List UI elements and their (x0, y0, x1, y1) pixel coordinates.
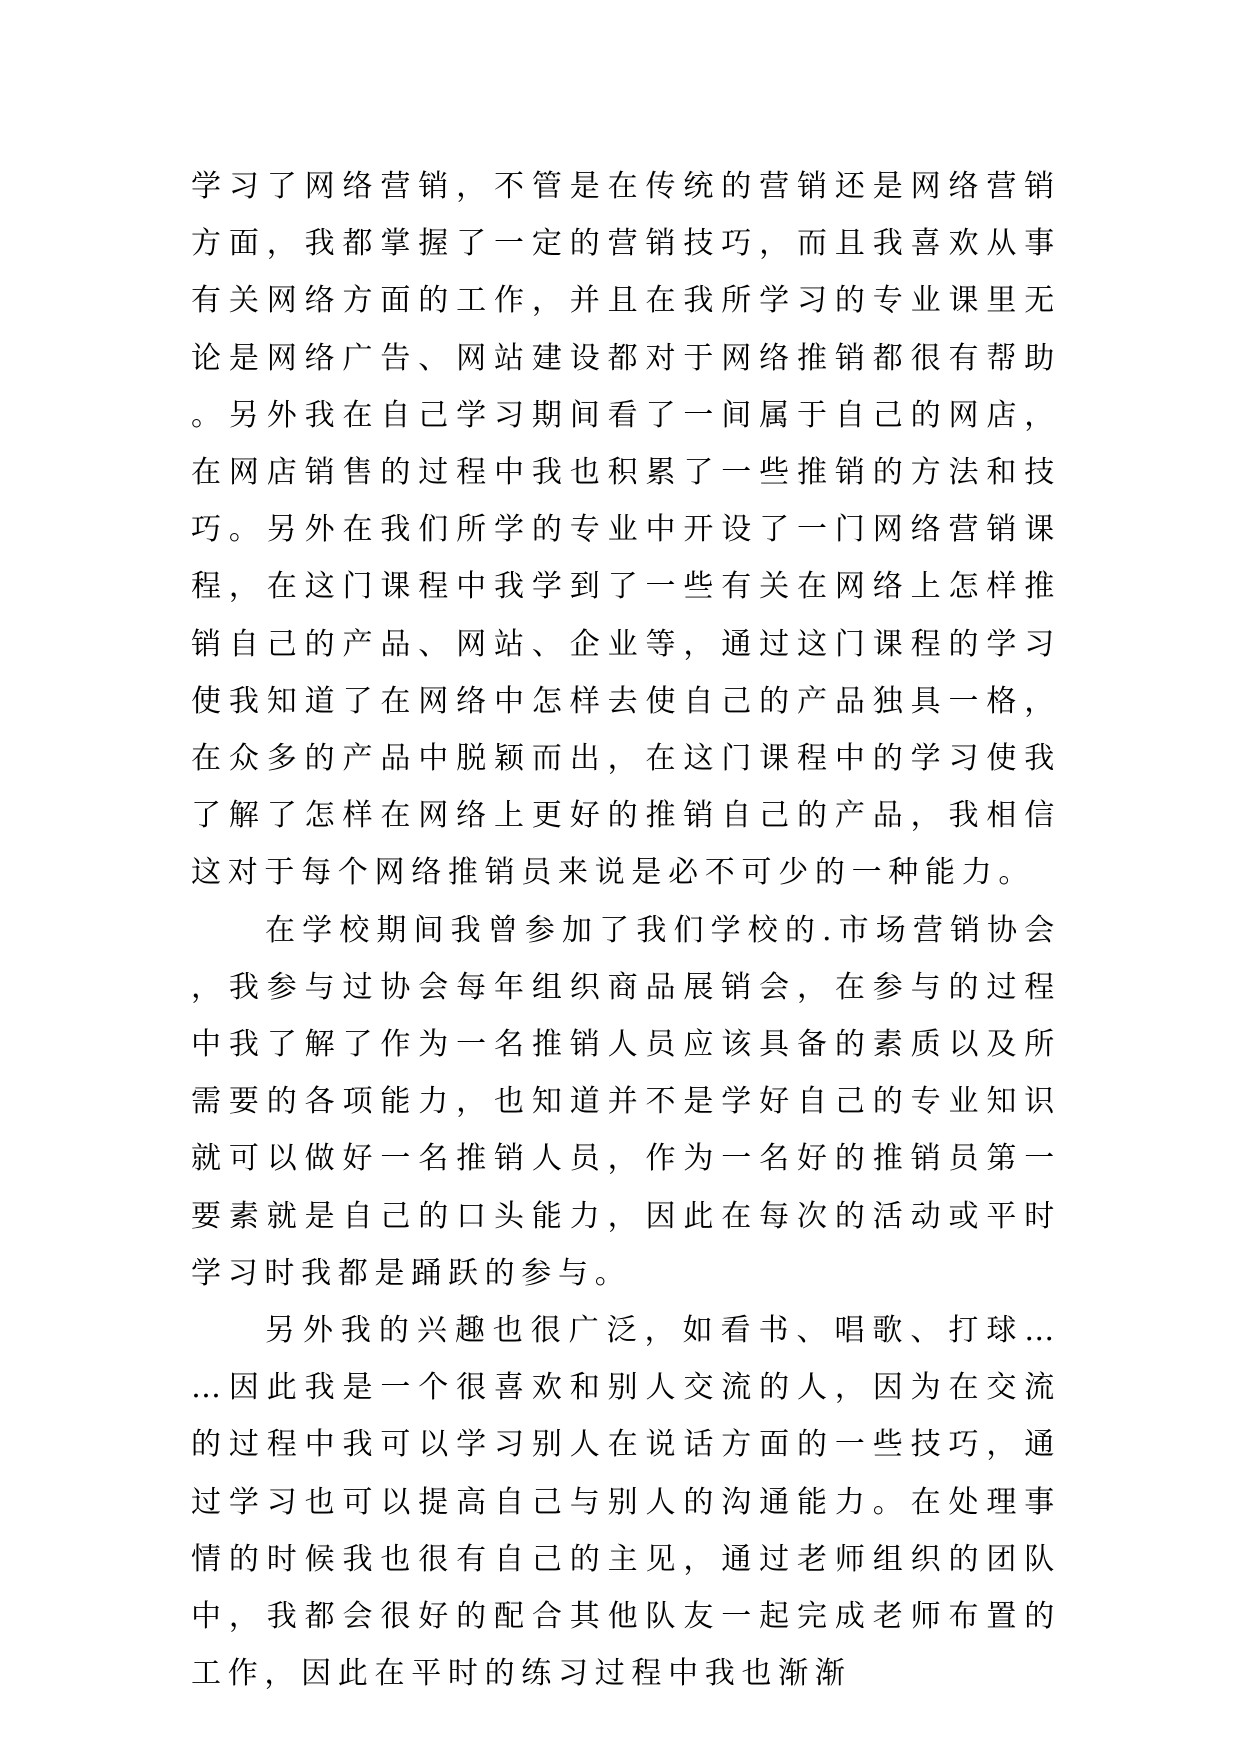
paragraph-3: 另外我的兴趣也很广泛，如看书、唱歌、打球……因此我是一个很喜欢和别人交流的人，因为在交流的过程中我可以学习别人在说话方面的一些技巧，通过学习也可以提高自己与别人的沟通能力。在处理事情的时候我也很有自己的主见，通过老师组织的团队中，我都会很好的配合其他队友一起完成老师布置的工作，因此在平时的练习过程中我也渐渐 (191, 1313, 1061, 1692)
paragraph-2: 在学校期间我曾参加了我们学校的.市场营销协会，我参与过协会每年组织商品展销会，在参与的过程中我了解了作为一名推销人员应该具备的素质以及所需要的各项能力，也知道并不是学好自己的专业知识就可以做好一名推销人员，作为一名好的推销员第一要素就是自己的口头能力，因此在每次的活动或平时学习时我都是踊跃的参与。 (191, 912, 1061, 1291)
body-text (191, 158, 1061, 1702)
paragraph-1: 学习了网络营销，不管是在传统的营销还是网络营销方面，我都掌握了一定的营销技巧，而且我喜欢从事有关网络方面的工作，并且在我所学习的专业课里无论是网络广告、网站建设都对于网络推销都很有帮助。另外我在自己学习期间看了一间属于自己的网店，在网店销售的过程中我也积累了一些推销的方法和技巧。另外在我们所学的专业中开设了一门网络营销课程，在这门课程中我学到了一些有关在网络上怎样推销自己的产品、网站、企业等，通过这门课程的学习使我知道了在网络中怎样去使自己的产品独具一格，在众多的产品中脱颖而出，在这门课程中的学习使我了解了怎样在网络上更好的推销自己的产品，我相信这对于每个网络推销员来说是必不可少的一种能力。 (191, 169, 1061, 891)
